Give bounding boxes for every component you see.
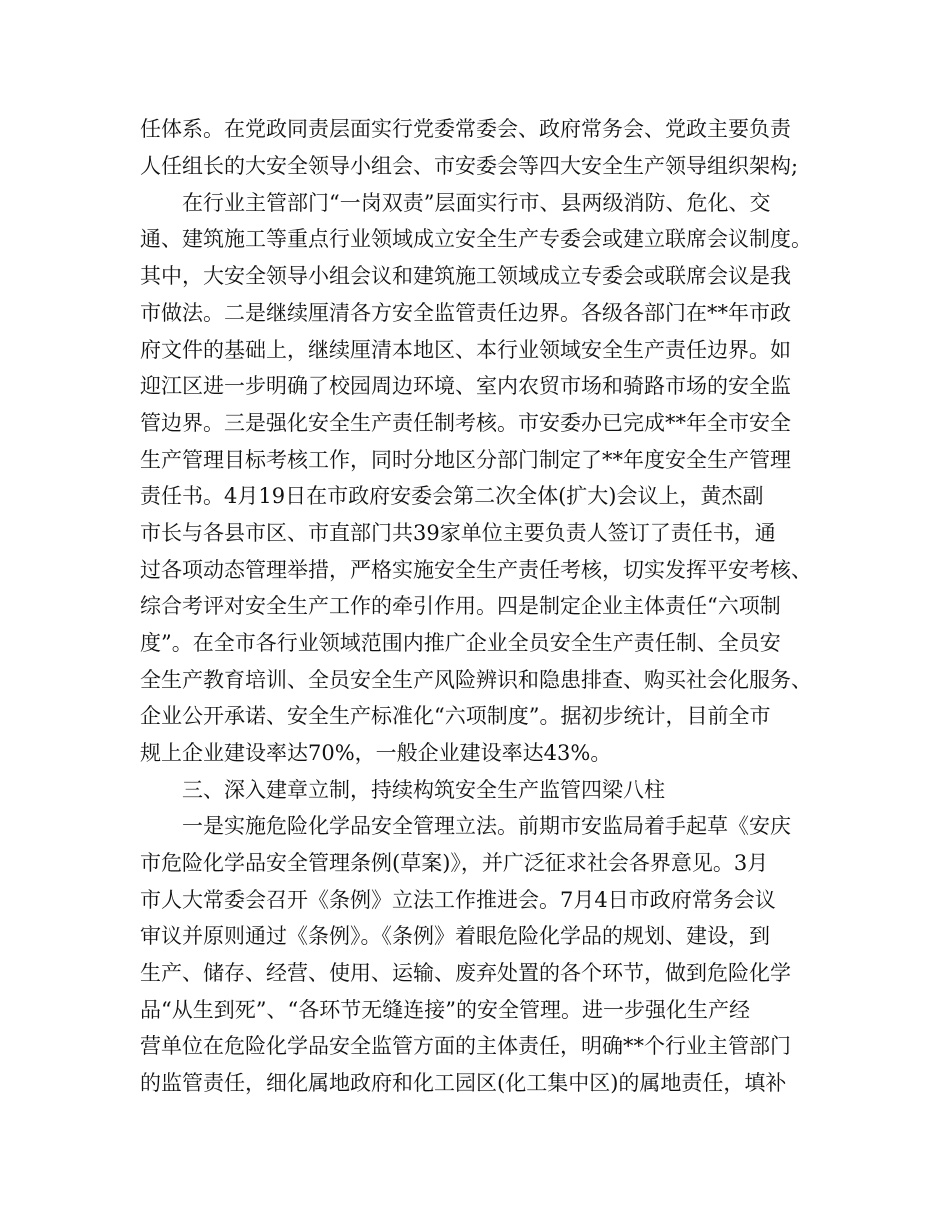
paragraph-line: 生产管理目标考核工作，同时分地区分部门制定了**年度安全生产管理 (140, 448, 791, 472)
paragraph-line: 市做法。二是继续厘清各方安全监管责任边界。各级各部门在**年市政 (140, 301, 791, 325)
paragraph-line: 营单位在危险化学品安全监管方面的主体责任，明确**个行业主管部门 (140, 1034, 791, 1058)
paragraph-line: 的监管责任，细化属地政府和化工园区(化工集中区)的属地责任，填补 (140, 1071, 787, 1095)
paragraph-line: 其中，大安全领导小组会议和建筑施工领域成立专委会或联席会议是我 (140, 264, 791, 288)
paragraph-line: 府文件的基础上，继续厘清本地区、本行业领域安全生产责任边界。如 (140, 338, 791, 362)
paragraph-line: 人任组长的大安全领导小组会、市安委会等四大安全生产领导组织架构; (140, 154, 799, 178)
paragraph-line: 综合考评对安全生产工作的牵引作用。四是制定企业主体责任“六项制 (140, 594, 781, 618)
paragraph-line: 市长与各县市区、市直部门共39家单位主要负责人签订了责任书，通 (140, 521, 776, 545)
paragraph-line: 迎江区进一步明确了校园周边环境、室内农贸市场和骑路市场的安全监 (140, 374, 791, 398)
paragraph-line: 企业公开承诺、安全生产标准化“六项制度”。据初步统计，目前全市 (140, 704, 771, 728)
paragraph-line: 过各项动态管理举措，严格实施安全生产责任考核，切实发挥平安考核、 (140, 558, 812, 582)
paragraph-line: 品“从生到死”、“各环节无缝连接”的安全管理。进一步强化生产经 (140, 998, 750, 1022)
paragraph-line: 全生产教育培训、全员安全生产风险辨识和隐患排查、购买社会化服务、 (140, 668, 812, 692)
paragraph-line: 任体系。在党政同责层面实行党委常委会、政府常务会、党政主要负责 (140, 117, 791, 141)
paragraph-line: 在行业主管部门“一岗双责”层面实行市、县两级消防、危化、交 (182, 191, 771, 215)
paragraph-line: 管边界。三是强化安全生产责任制考核。市安委办已完成**年全市安全 (140, 411, 791, 435)
paragraph-line: 市人大常委会召开《条例》立法工作推进会。7月4日市政府常务会议 (140, 888, 776, 912)
paragraph-line: 一是实施危险化学品安全管理立法。前期市安监局着手起草《安庆 (182, 814, 791, 838)
paragraph-line: 审议并原则通过《条例》。《条例》着眼危险化学品的规划、建设，到 (140, 924, 770, 948)
paragraph-line: 通、建筑施工等重点行业领域成立安全生产专委会或建立联席会议制度。 (140, 227, 812, 251)
paragraph-line: 市危险化学品安全管理条例(草案)》，并广泛征求社会各界意见。3月 (140, 851, 769, 875)
section-heading: 三、深入建章立制，持续构筑安全生产监管四梁八柱 (182, 778, 665, 802)
paragraph-line: 度”。在全市各行业领域范围内推广企业全员安全生产责任制、全员安 (140, 631, 781, 655)
paragraph-line: 规上企业建设率达70%，一般企业建设率达43%。 (140, 741, 612, 765)
paragraph-line: 生产、储存、经营、使用、运输、废弃处置的各个环节，做到危险化学 (140, 961, 791, 985)
paragraph-line: 责任书。4月19日在市政府安委会第二次全体(扩大)会议上，黄杰副 (140, 484, 764, 508)
